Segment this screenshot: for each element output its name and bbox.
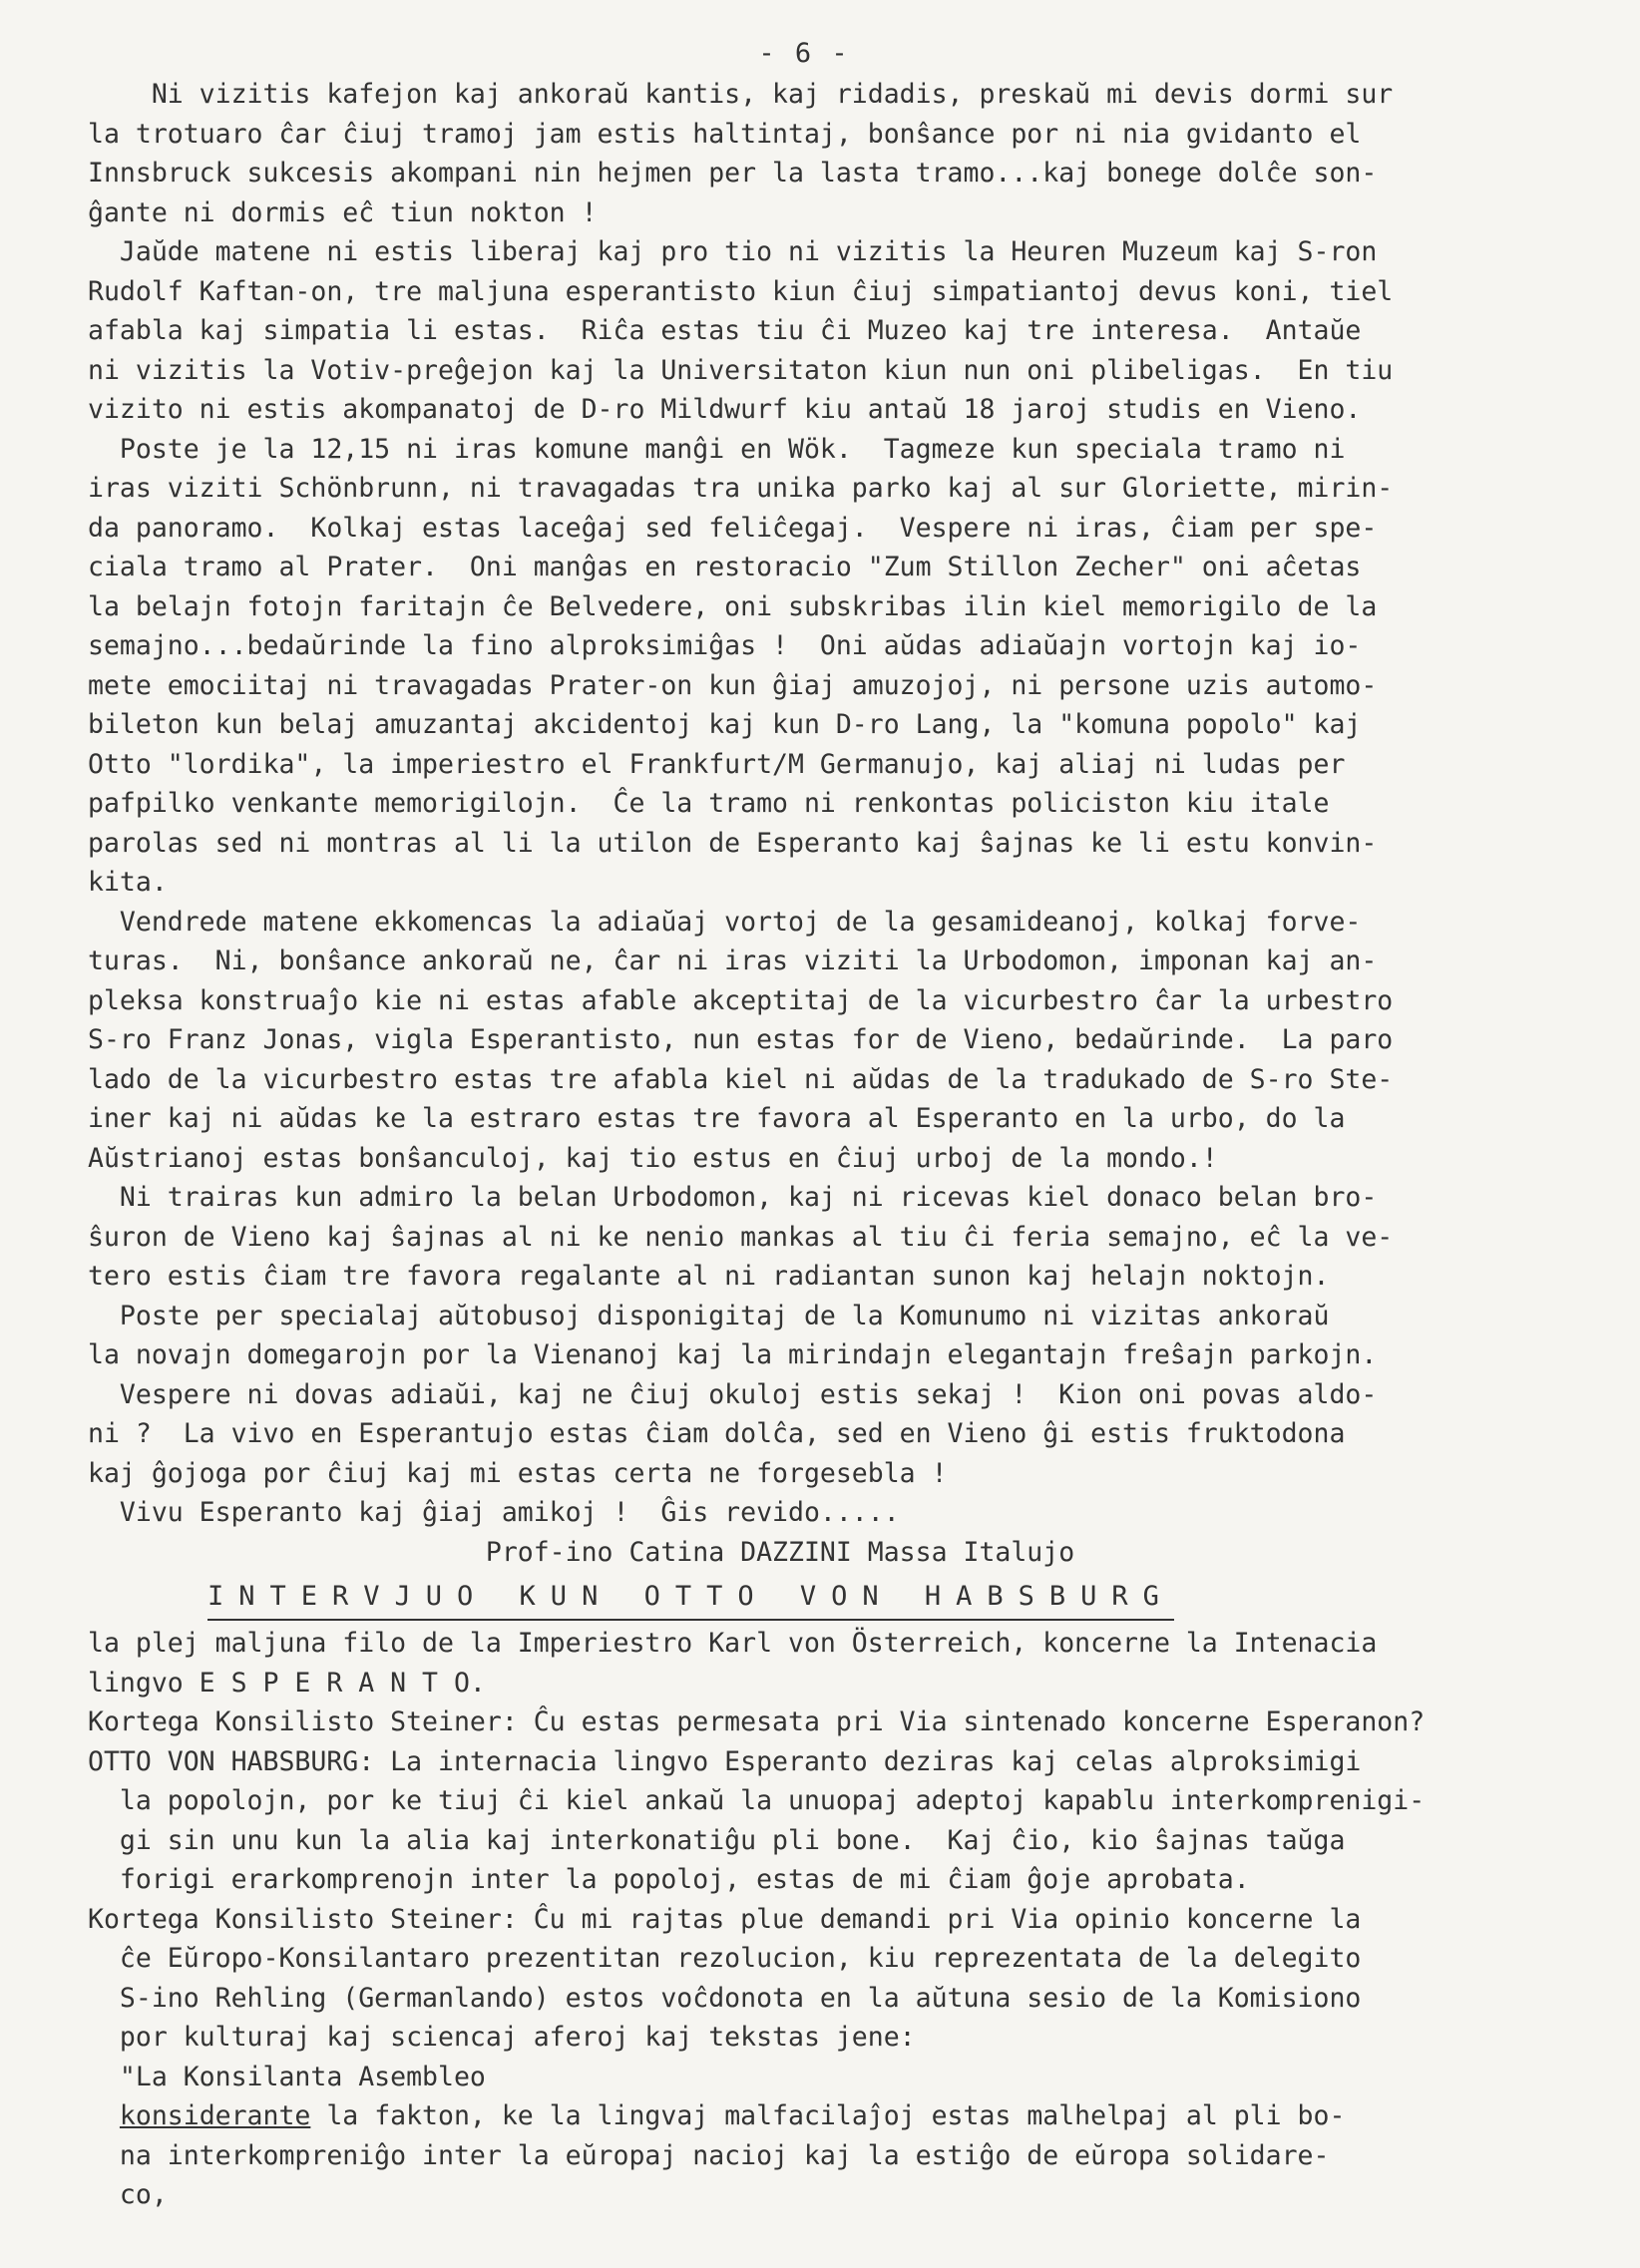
text-line: ĉe Eŭropo-Konsilantaro prezentitan rezolucion, kiu reprezentata de la delegito	[88, 1943, 1362, 1974]
text-line: Kortega Konsilisto Steiner: Ĉu estas permesata pri Via sintenado koncerne Esperanon?	[88, 1706, 1426, 1737]
text-line: afabla kaj simpatia li estas. Riĉa estas tiu ĉi Muzeo kaj tre interesa. Antaŭe	[88, 315, 1362, 346]
text-line: pleksa konstruaĵo kie ni estas afable akceptitaj de la vicurbestro ĉar la urbestro	[88, 984, 1394, 1016]
text-line: Poste je la 12,15 ni iras komune manĝi en Wök. Tagmeze kun speciala tramo ni	[88, 433, 1346, 465]
text-line: kita.	[88, 867, 168, 898]
text-line: S-ro Franz Jonas, vigla Esperantisto, nun estas for de Vieno, bedaŭrinde. La paro	[88, 1024, 1394, 1055]
text-line: kaj ĝojoga por ĉiuj kaj mi estas certa ne forgesebla !	[88, 1457, 948, 1489]
text-line: mete emociitaj ni travagadas Prater-on kun ĝiaj amuzojoj, ni persone uzis automo-	[88, 669, 1378, 701]
text-line: ŝuron de Vieno kaj ŝajnas al ni ke nenio mankas al tiu ĉi feria semajno, eĉ la ve-	[88, 1221, 1394, 1253]
text-line: iras viziti Schönbrunn, ni travagadas tra unika parko kaj al sur Gloriette, mirin-	[88, 473, 1394, 504]
text-line: Vivu Esperanto kaj ĝiaj amikoj ! Ĝis revido.....	[88, 1497, 900, 1528]
text-line: parolas sed ni montras al li la utilon de Esperanto kaj ŝajnas ke li estu konvin-	[88, 827, 1378, 859]
text-line: Jaŭde matene ni estis liberaj kaj pro tio ni vizitis la Heuren Muzeum kaj S-ron	[88, 236, 1378, 267]
text-line: Aŭstrianoj estas bonŝanculoj, kaj tio estus en ĉiuj urboj de la mondo.!	[88, 1142, 1218, 1174]
text-line: OTTO VON HABSBURG: La internacia lingvo Esperanto deziras kaj celas alproksimigi	[88, 1745, 1362, 1777]
text-line: Innsbruck sukcesis akompani nin hejmen per la lasta tramo...kaj bonege dolĉe son-	[88, 158, 1378, 189]
text-line: S-ino Rehling (Germanlando) estos voĉdonota en la aŭtuna sesio de la Komisiono	[88, 1982, 1362, 2014]
text-line: vizito ni estis akompanatoj de D-ro Mildwurf kiu antaŭ 18 jaroj studis en Vieno.	[88, 394, 1362, 425]
text-line: turas. Ni, bonŝance ankoraŭ ne, ĉar ni iras viziti la Urbodomon, imponan kaj an-	[88, 945, 1378, 976]
text-line: Prof-ino Catina DAZZINI Massa Italujo	[88, 1536, 1075, 1568]
text-line: ĝante ni dormis eĉ tiun nokton !	[88, 196, 598, 228]
text-line: Poste per specialaj aŭtobusoj disponigitaj de la Komunumo ni vizitas ankoraŭ	[88, 1300, 1330, 1331]
text-line: Vespere ni dovas adiaŭi, kaj ne ĉiuj okuloj estis sekaj ! Kion oni povas aldo-	[88, 1378, 1378, 1410]
text-line: pafpilko venkante memorigilojn. Ĉe la tramo ni renkontas policiston kiu itale	[88, 788, 1330, 819]
text-line: Ni trairas kun admiro la belan Urbodomon, kaj ni ricevas kiel donaco belan bro-	[88, 1182, 1378, 1213]
text-line: la popolojn, por ke tiuj ĉi kiel ankaŭ la unuopaj adeptoj kapablu interkomprenigi-	[88, 1785, 1426, 1816]
text-line: Vendrede matene ekkomencas la adiaŭaj vortoj de la gesamideanoj, kolkaj forve-	[88, 906, 1362, 938]
text-line: gi sin unu kun la alia kaj interkonatiĝu pli bone. Kaj ĉio, kio ŝajnas taŭga	[88, 1824, 1346, 1856]
text-line: na interkompreniĝo inter la eŭropaj nacioj kaj la estiĝo de eŭropa solidare-	[88, 2139, 1330, 2171]
text-line: tero estis ĉiam tre favora regalante al ni radiantan sunon kaj helajn noktojn.	[88, 1261, 1330, 1292]
text-line-rest: la fakton, ke la lingvaj malfacilaĵoj estas malhelpaj al pli bo-	[310, 2100, 1346, 2131]
text-line: lado de la vicurbestro estas tre afabla kiel ni aŭdas de la tradukado de S-ro Ste-	[88, 1063, 1394, 1095]
text-line: ni vizitis la Votiv-preĝejon kaj la Universitaton kiun nun oni plibeligas. En tiu	[88, 354, 1394, 386]
section-title	[88, 1576, 1520, 1618]
text-line: por kulturaj kaj sciencaj aferoj kaj tekstas jene:	[88, 2022, 916, 2053]
text-line: Kortega Konsilisto Steiner: Ĉu mi rajtas plue demandi pri Via opinio koncerne la	[88, 1903, 1362, 1935]
text-line: ni ? La vivo en Esperantujo estas ĉiam dolĉa, sed en Vieno ĝi estis fruktodona	[88, 1418, 1346, 1449]
text-line: ciala tramo al Prater. Oni manĝas en restoracio "Zum Stillon Zecher" oni aĉetas	[88, 552, 1362, 582]
text-line: bileton kun belaj amuzantaj akcidentoj kaj kun D-ro Lang, la "komuna popolo" kaj	[88, 709, 1362, 740]
text-line	[88, 2096, 1520, 2136]
text-line: "La Konsilanta Asembleo	[88, 2061, 486, 2092]
interview-text	[88, 1624, 1520, 2096]
text-line: la novajn domegarojn por la Vienanoj kaj la mirindajn elegantajn freŝajn parkojn.	[88, 1339, 1378, 1370]
text-line: Rudolf Kaftan-on, tre maljuna esperantisto kiun ĉiuj simpatiantoj devus koni, tiel	[88, 275, 1394, 307]
interview-text-continued	[88, 2136, 1520, 2215]
text-line: la belajn fotojn faritajn ĉe Belvedere, oni subskribas ilin kiel memorigilo de la	[88, 590, 1378, 622]
underlined-word: konsiderante	[119, 2100, 311, 2131]
page-number: - 6 -	[758, 38, 850, 69]
text-line: forigi erarkomprenojn inter la popoloj, estas de mi ĉiam ĝoje aprobata.	[88, 1864, 1250, 1895]
text-line: la trotuaro ĉar ĉiuj tramoj jam estis haltintaj, bonŝance por ni nia gvidanto el	[88, 118, 1362, 150]
travel-report-text	[88, 75, 1520, 1572]
text-line: Ni vizitis kafejon kaj ankoraŭ kantis, kaj ridadis, preskaŭ mi devis dormi sur	[88, 79, 1394, 110]
text-line: Otto "lordika", la imperiestro el Frankfurt/M Germanujo, kaj aliaj ni ludas per	[88, 748, 1346, 780]
text-line: da panoramo. Kolkaj estas laceĝaj sed feliĉegaj. Vespere ni iras, ĉiam per spe-	[88, 512, 1378, 544]
text-line: la plej maljuna filo de la Imperiestro Karl von Österreich, koncerne la Intenacia	[88, 1628, 1378, 1659]
text-line: lingvo E S P E R A N T O.	[88, 1667, 486, 1699]
section-title-text: INTERVJUO KUN OTTO VON HABSBURG	[207, 1576, 1174, 1621]
text-line: semajno...bedaŭrinde la fino alproksimiĝas ! Oni aŭdas adiaŭajn vortojn kaj io-	[88, 630, 1362, 661]
text-line: co,	[88, 2179, 168, 2210]
text-line: iner kaj ni aŭdas ke la estraro estas tre favora al Esperanto en la urbo, do la	[88, 1103, 1346, 1134]
